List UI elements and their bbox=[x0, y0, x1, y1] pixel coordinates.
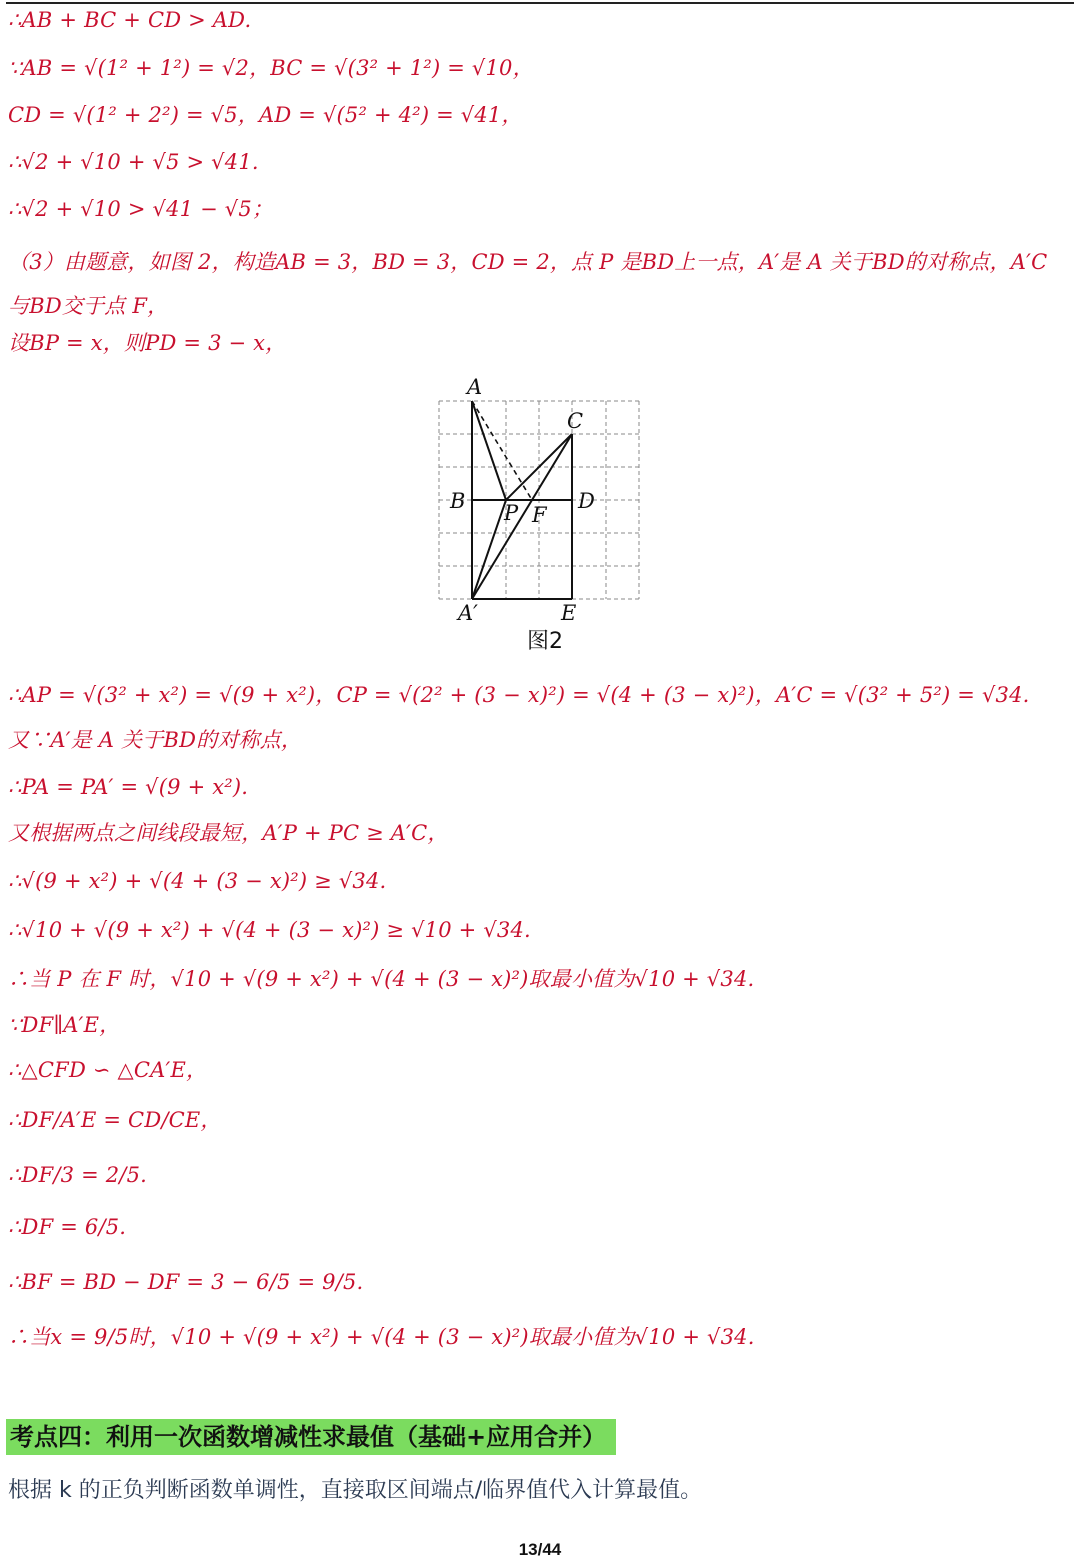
math-line: 又∵A′是 A 关于BD的对称点， bbox=[8, 728, 303, 752]
math-line: ∴AB + BC + CD > AD. bbox=[8, 8, 252, 32]
math-line: 设BP = x，则PD = 3 − x， bbox=[8, 331, 287, 355]
section-heading: 考点四：利用一次函数增减性求最值（基础+应用合并） bbox=[6, 1419, 616, 1455]
math-line: 又根据两点之间线段最短，A′P + PC ≥ A′C， bbox=[8, 821, 449, 845]
math-line: ∴△CFD ∽ △CA′E， bbox=[8, 1058, 208, 1082]
label-A: A bbox=[467, 375, 483, 399]
section-description: 根据 k 的正负判断函数单调性，直接取区间端点/临界值代入计算最值。 bbox=[8, 1478, 703, 1503]
math-line: ∴DF/A′E = CD/CE， bbox=[8, 1108, 222, 1132]
label-E: E bbox=[561, 601, 577, 622]
math-line: ∴√2 + √10 > √41 − √5； bbox=[8, 197, 274, 221]
label-C: C bbox=[567, 409, 584, 433]
label-P: P bbox=[504, 501, 519, 525]
math-line: ∴BF = BD − DF = 3 − 6/5 = 9/5. bbox=[8, 1270, 364, 1294]
top-rule bbox=[6, 2, 1074, 4]
math-line: ∴AP = √(3² + x²) = √(9 + x²)，CP = √(2² + (3 − x)²) = √(4 + (3 − x)²)，A′C = √(3² + 5²) = √34. bbox=[8, 683, 1030, 707]
math-line: ∴PA = PA′ = √(9 + x²). bbox=[8, 775, 249, 799]
label-A-prime: A′ bbox=[458, 601, 478, 622]
math-line: ∴√2 + √10 + √5 > √41. bbox=[8, 150, 259, 174]
label-D: D bbox=[578, 489, 595, 513]
math-line: ∴当 P 在 F 时，√10 + √(9 + x²) + √(4 + (3 − x)²)取最小值为√10 + √34. bbox=[8, 967, 755, 991]
dashed-segment-AF bbox=[472, 401, 532, 500]
math-line: （3）由题意，如图 2，构造AB = 3，BD = 3，CD = 2，点 P 是BD上一点，A′是 A 关于BD的对称点，A′C 与BD交于点 F， bbox=[8, 250, 1048, 318]
page-number: 13/44 bbox=[518, 1540, 562, 1559]
math-line: ∴√(9 + x²) + √(4 + (3 − x)²) ≥ √34. bbox=[8, 869, 387, 893]
math-line: ∴√10 + √(9 + x²) + √(4 + (3 − x)²) ≥ √10 + √34. bbox=[8, 918, 531, 942]
math-line: CD = √(1² + 2²) = √5，AD = √(5² + 4²) = √41， bbox=[8, 103, 523, 127]
figure-caption: 图2 bbox=[527, 629, 563, 654]
math-line: ∵DF∥A′E， bbox=[8, 1013, 121, 1037]
label-B: B bbox=[450, 489, 466, 513]
geometry-diagram bbox=[420, 372, 660, 622]
math-line: ∵AB = √(1² + 1²) = √2，BC = √(3² + 1²) = √10， bbox=[8, 56, 534, 80]
math-line: ∴当x = 9/5时，√10 + √(9 + x²) + √(4 + (3 − x)²)取最小值为√10 + √34. bbox=[8, 1325, 755, 1349]
math-line: ∴DF/3 = 2/5. bbox=[8, 1163, 148, 1187]
geometry-figure bbox=[420, 372, 660, 662]
figure-lines bbox=[472, 401, 572, 599]
math-line: ∴DF = 6/5. bbox=[8, 1215, 127, 1239]
label-F: F bbox=[532, 503, 547, 527]
